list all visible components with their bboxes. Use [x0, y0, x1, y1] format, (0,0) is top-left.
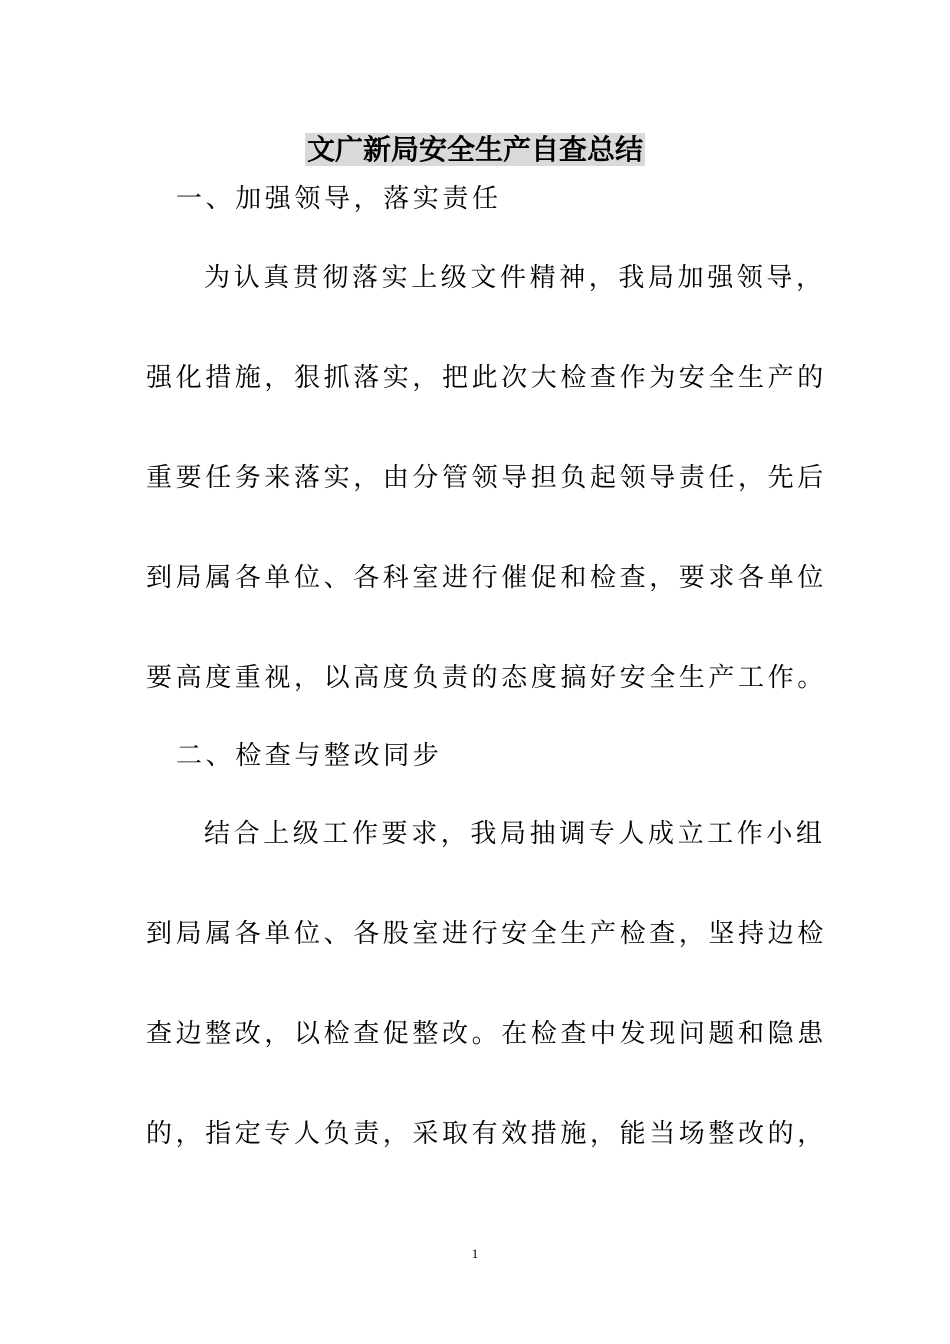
document-title-text: 文广新局安全生产自查总结	[306, 133, 643, 166]
document-title	[0, 130, 950, 170]
paragraph-line: 重要任务来落实，由分管领导担负起领导责任，先后	[146, 463, 827, 493]
paragraph-line: 到局属各单位、各股室进行安全生产检查，坚持边检	[146, 919, 827, 949]
section-heading-1: 一、加强领导，落实责任	[176, 184, 502, 214]
paragraph-line: 要高度重视，以高度负责的态度搞好安全生产工作。	[146, 663, 827, 693]
paragraph-line: 结合上级工作要求，我局抽调专人成立工作小组	[204, 819, 826, 849]
paragraph-line: 为认真贯彻落实上级文件精神，我局加强领导，	[204, 263, 826, 293]
paragraph-line: 到局属各单位、各科室进行催促和检查，要求各单位	[146, 563, 827, 593]
paragraph-line: 的，指定专人负责，采取有效措施，能当场整改的，	[146, 1119, 827, 1149]
page-number: 1	[471, 1246, 479, 1261]
paragraph-line: 强化措施，狠抓落实，把此次大检查作为安全生产的	[146, 363, 827, 393]
section-heading-2: 二、检查与整改同步	[176, 741, 443, 771]
paragraph-line: 查边整改，以检查促整改。在检查中发现问题和隐患	[146, 1019, 827, 1049]
